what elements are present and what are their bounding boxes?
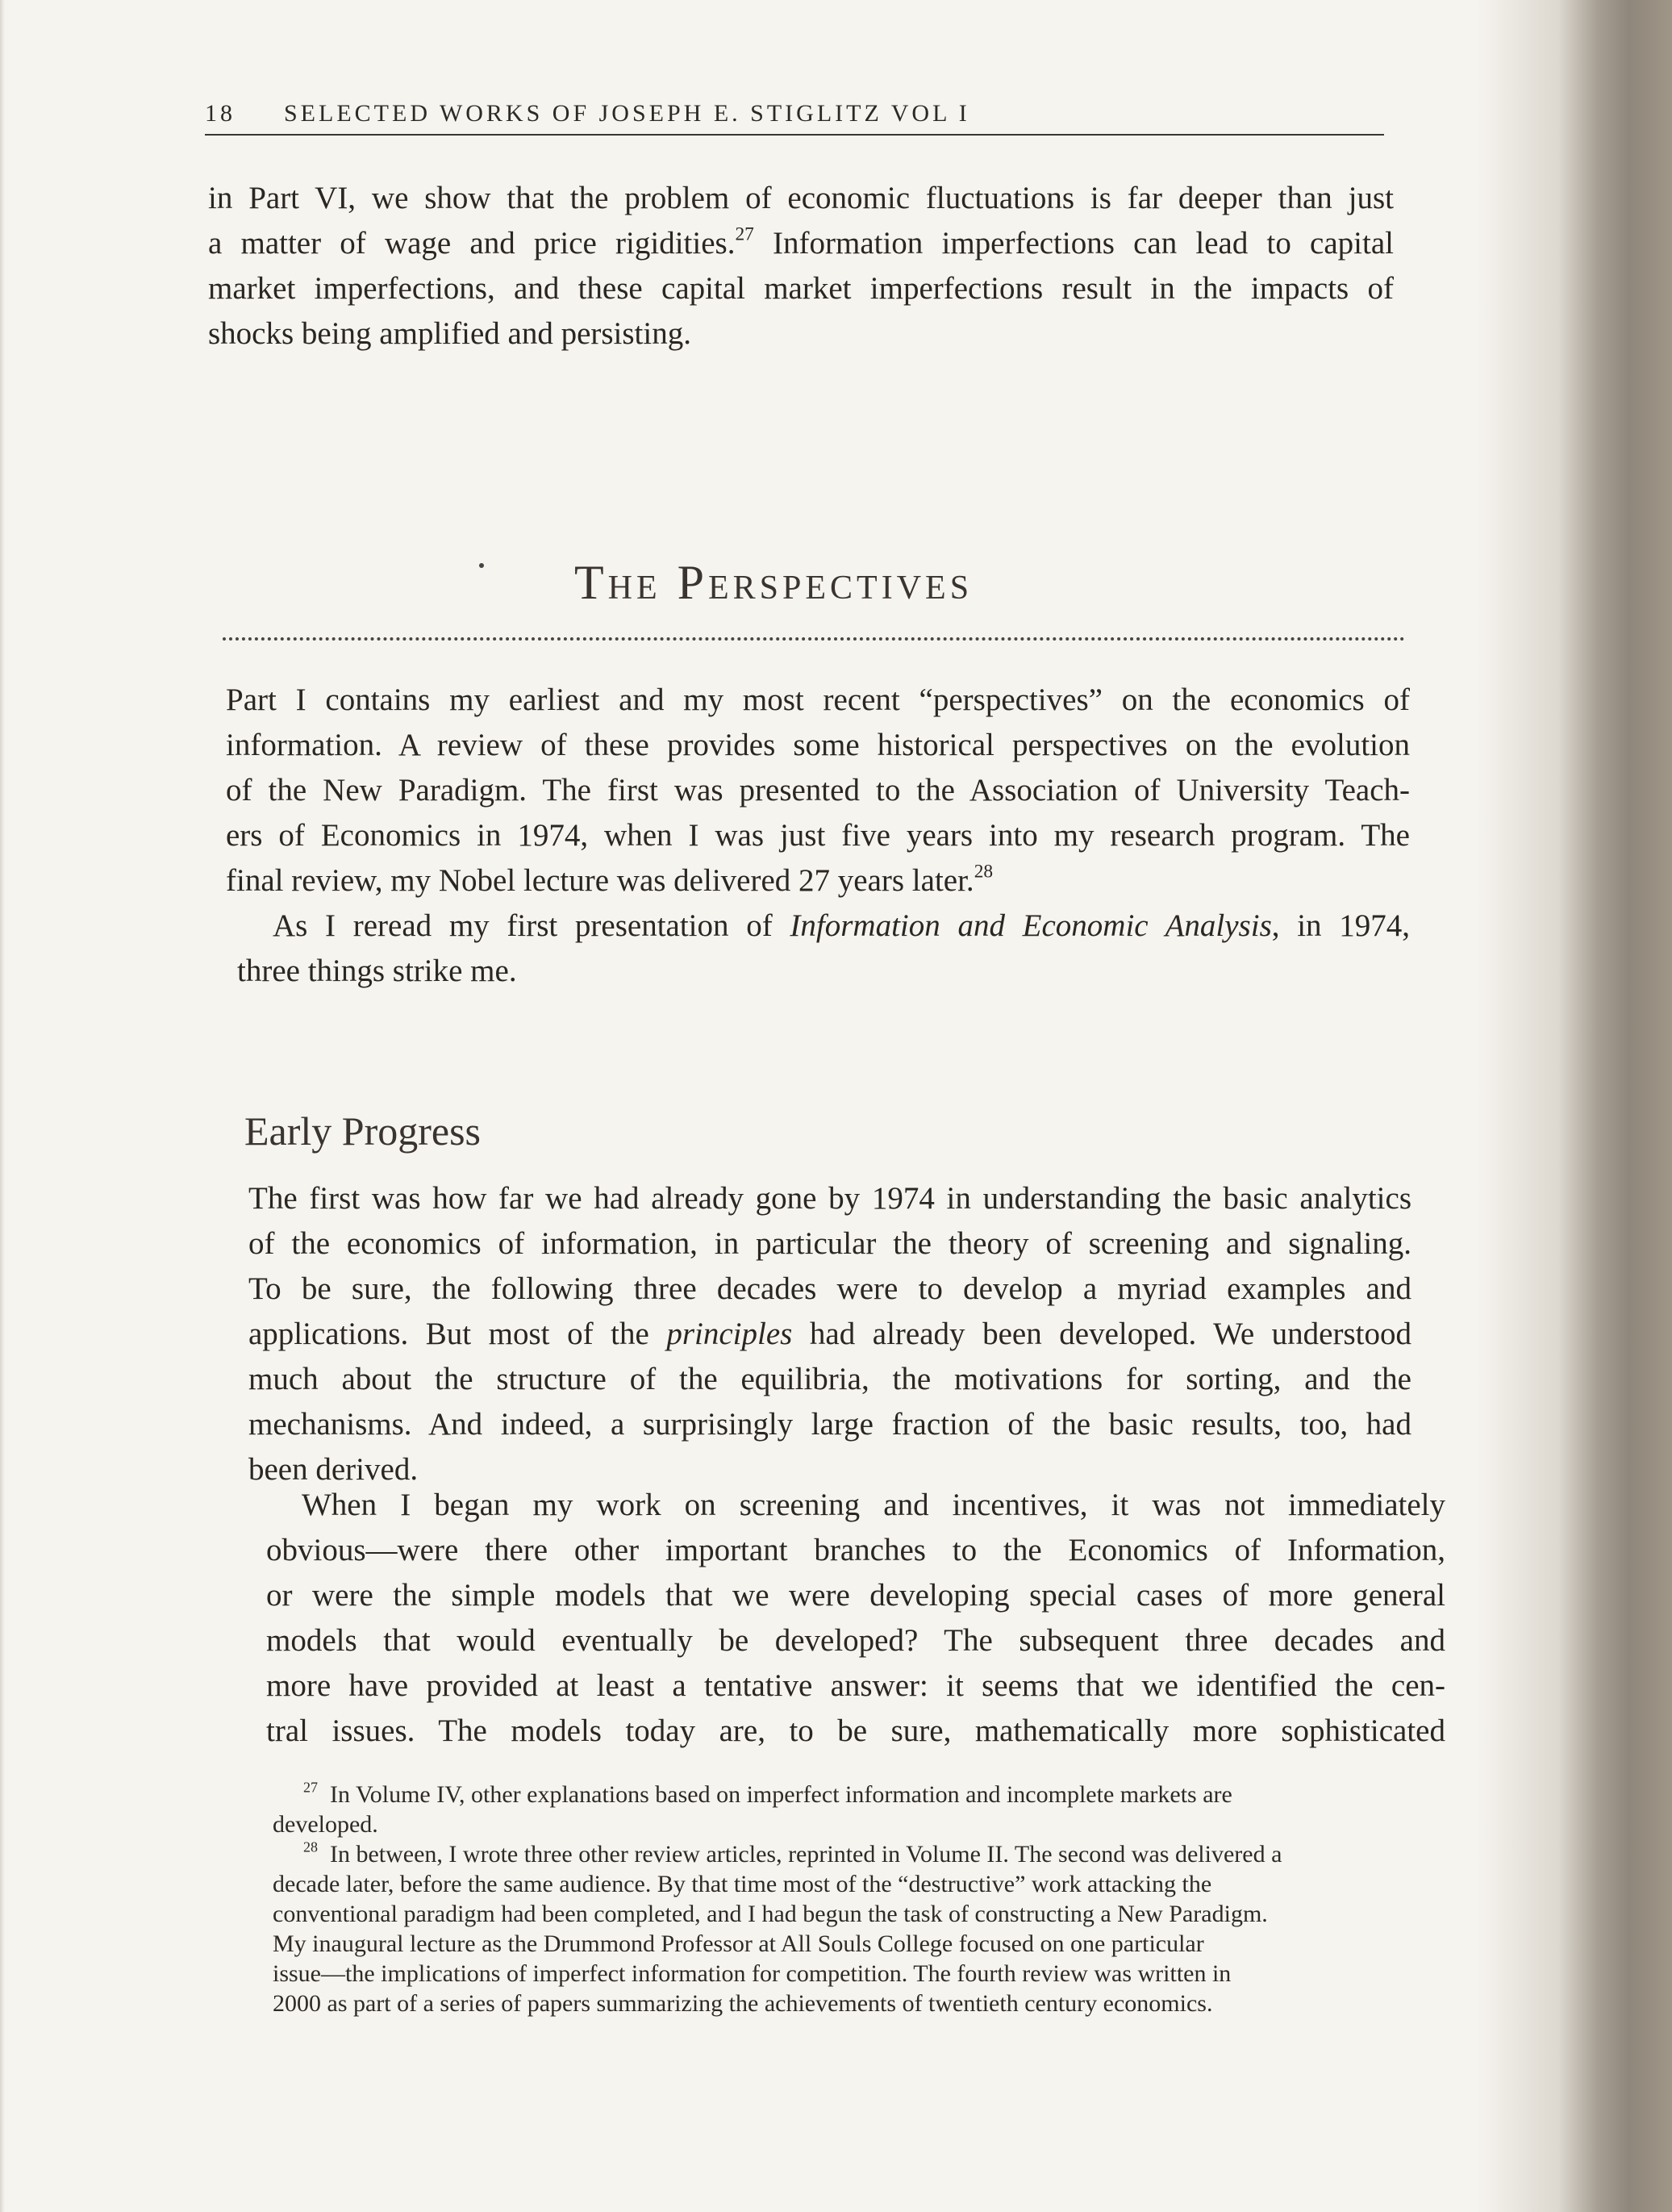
footnote-27 bbox=[273, 1780, 1450, 1809]
text-span: In between, I wrote three other review articles, reprinted in Volume II. The second was delivered a bbox=[330, 1841, 1282, 1868]
text-line: of the economics of information, in particular the theory of screening and signaling. bbox=[248, 1226, 1411, 1261]
text-line: in Part VI, we show that the problem of economic fluctuations is far deeper than just bbox=[208, 181, 1394, 215]
footnote-ref-27: 27 bbox=[735, 223, 754, 245]
text-line bbox=[226, 858, 1410, 904]
footnote-mark: 28 bbox=[303, 1838, 318, 1855]
text-span: had already been developed. We understood bbox=[792, 1317, 1411, 1351]
page-number: 18 bbox=[205, 100, 236, 127]
footnote-28 bbox=[273, 1839, 1450, 1869]
footnote-mark: 27 bbox=[303, 1779, 318, 1796]
text-line bbox=[208, 221, 1394, 266]
text-line: more have provided at least a tentative answer: it seems that we identified the cen- bbox=[266, 1668, 1445, 1703]
text-span: , in 1974, bbox=[1271, 908, 1410, 943]
text-span: applications. But most of the bbox=[248, 1317, 667, 1351]
footnotes bbox=[273, 1780, 1450, 2018]
section-paragraph-1 bbox=[226, 678, 1410, 904]
opening-paragraph bbox=[208, 176, 1394, 357]
dotted-rule bbox=[223, 637, 1405, 641]
text-span: final review, my Nobel lecture was delivered 27 years later. bbox=[226, 863, 974, 898]
section-paragraph-2 bbox=[237, 904, 1410, 994]
text-line: My inaugural lecture as the Drummond Professor at All Souls College focused on one particular bbox=[273, 1930, 1204, 1957]
text-line: mechanisms. And indeed, a surprisingly large fraction of the basic results, too, had bbox=[248, 1407, 1411, 1442]
text-line: decade later, before the same audience. By that time most of the “destructive” work attacking the bbox=[273, 1871, 1212, 1897]
text-line: of the New Paradigm. The first was presented to the Association of University Teach- bbox=[226, 773, 1410, 808]
text-line: been derived. bbox=[248, 1452, 419, 1487]
text-line: market imperfections, and these capital market imperfections result in the impacts of bbox=[208, 271, 1394, 306]
text-line bbox=[248, 1312, 1411, 1357]
subsection-title: Early Progress bbox=[244, 1108, 481, 1154]
subsection-paragraph-1 bbox=[248, 1176, 1411, 1492]
text-line: To be sure, the following three decades were to develop a myriad examples and bbox=[248, 1271, 1411, 1306]
text-line bbox=[237, 904, 1410, 949]
text-line: three things strike me. bbox=[237, 954, 517, 988]
stray-dot bbox=[479, 563, 484, 568]
footnote-ref-28: 28 bbox=[974, 861, 994, 883]
text-line: developed. bbox=[273, 1811, 378, 1838]
header-rule bbox=[205, 134, 1384, 136]
text-line: 2000 as part of a series of papers summarizing the achievements of twentieth century economics. bbox=[273, 1990, 1213, 2017]
text-span: In Volume IV, other explanations based on imperfect information and incomplete markets are bbox=[330, 1781, 1232, 1808]
work-title: Information and Economic Analysis bbox=[790, 908, 1272, 943]
text-line: or were the simple models that we were developing special cases of more general bbox=[266, 1578, 1445, 1613]
text-line: ers of Economics in 1974, when I was just five years into my research program. The bbox=[226, 818, 1410, 853]
text-line: When I began my work on screening and incentives, it was not immediately bbox=[302, 1488, 1445, 1522]
text-span: a matter of wage and price rigidities. bbox=[208, 226, 736, 261]
text-line: Part I contains my earliest and my most recent “perspectives” on the economics of bbox=[226, 682, 1410, 717]
running-head bbox=[205, 97, 1386, 137]
book-title: SELECTED WORKS OF JOSEPH E. STIGLITZ VOL I bbox=[284, 100, 970, 127]
scan-left-edge bbox=[0, 0, 5, 2212]
text-line: much about the structure of the equilibria, the motivations for sorting, and the bbox=[248, 1362, 1411, 1396]
text-line: models that would eventually be developed? The subsequent three decades and bbox=[266, 1623, 1445, 1658]
text-span: Information imperfections can lead to capital bbox=[753, 226, 1394, 261]
subsection-paragraph-2 bbox=[266, 1483, 1445, 1754]
text-line: shocks being amplified and persisting. bbox=[208, 316, 691, 351]
page-edge-shadow bbox=[1476, 0, 1672, 2212]
text-line: conventional paradigm had been completed, and I had begun the task of constructing a New Paradigm. bbox=[273, 1901, 1268, 1927]
text-span: As I reread my first presentation of bbox=[273, 908, 790, 943]
text-line: obvious—were there other important branches to the Economics of Information, bbox=[266, 1533, 1445, 1567]
text-line: issue—the implications of imperfect information for competition. The fourth review was written in bbox=[273, 1960, 1232, 1987]
text-line: information. A review of these provides some historical perspectives on the evolution bbox=[226, 728, 1410, 762]
emphasis: principles bbox=[666, 1317, 793, 1351]
text-line: The first was how far we had already gone by 1974 in understanding the basic analytics bbox=[248, 1181, 1411, 1216]
section-title: The Perspectives bbox=[574, 556, 974, 609]
text-line: tral issues. The models today are, to be sure, mathematically more sophisticated bbox=[266, 1713, 1445, 1748]
